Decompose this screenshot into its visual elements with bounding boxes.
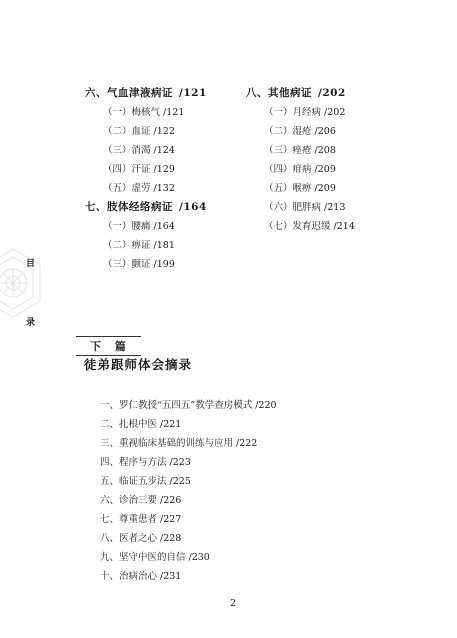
toc-entry[interactable]: （六）肥胖病 /213 bbox=[264, 202, 346, 213]
page-number: 2 bbox=[230, 598, 237, 609]
toc-entry[interactable]: （四）汗证 /129 bbox=[103, 164, 175, 175]
toc-entry[interactable]: （三）颤证 /199 bbox=[103, 259, 175, 270]
section-heading bbox=[246, 85, 346, 100]
toc-entry[interactable]: （七）发育迟缓 /214 bbox=[264, 221, 355, 232]
section-title: 七、肢体经络病证 bbox=[85, 201, 173, 213]
toc-entry[interactable]: （一）梅核气 /121 bbox=[103, 107, 185, 118]
section-title: 八、其他病证 bbox=[246, 87, 312, 99]
side-label-bottom: 录 bbox=[26, 318, 36, 328]
toc-entry[interactable]: （三）痤疮 /208 bbox=[264, 145, 336, 156]
toc-entry[interactable]: （五）虚劳 /132 bbox=[103, 183, 175, 194]
toc-entry[interactable]: （一）月经病 /202 bbox=[264, 107, 346, 118]
toc-entry[interactable]: 三、重视临床基础的训练与应用 /222 bbox=[100, 438, 258, 449]
toc-entry[interactable]: 六、诊治三要 /226 bbox=[100, 495, 182, 506]
toc-entry[interactable]: （三）消渴 /124 bbox=[103, 145, 175, 156]
section-heading bbox=[85, 85, 207, 100]
side-label-top: 目 bbox=[26, 259, 36, 269]
toc-entry[interactable]: （五）喉痹 /209 bbox=[264, 183, 336, 194]
toc-entry[interactable]: 五、临证五步法 /225 bbox=[100, 476, 191, 487]
section-page: /202 bbox=[318, 87, 346, 99]
toc-entry[interactable]: 二、扎根中医 /221 bbox=[100, 419, 182, 430]
part-title: 徒弟跟师体会摘录 bbox=[84, 357, 193, 372]
toc-entry[interactable]: 八、医者之心 /228 bbox=[100, 533, 182, 544]
section-title: 六、气血津液病证 bbox=[85, 87, 173, 99]
toc-entry[interactable]: 一、罗仁教授“五四五”教学查房模式 /220 bbox=[100, 400, 277, 411]
toc-entry[interactable]: （二）湿疮 /206 bbox=[264, 126, 336, 137]
toc-entry[interactable]: 九、坚守中医的自信 /230 bbox=[100, 552, 210, 563]
section-page: /121 bbox=[179, 87, 207, 99]
toc-entry[interactable]: （二）血证 /122 bbox=[103, 126, 175, 137]
toc-entry[interactable]: 十、治病治心 /231 bbox=[100, 571, 182, 582]
decorative-ornament bbox=[0, 247, 44, 319]
toc-entry[interactable]: 四、程序与方法 /223 bbox=[100, 457, 191, 468]
part-label: 下 篇 bbox=[76, 336, 141, 356]
toc-entry[interactable]: （四）疳病 /209 bbox=[264, 164, 336, 175]
toc-entry[interactable]: （一）腰痛 /164 bbox=[103, 221, 175, 232]
toc-entry[interactable]: （二）痹证 /181 bbox=[103, 240, 175, 251]
section-page: /164 bbox=[179, 201, 207, 213]
toc-entry[interactable]: 七、尊重患者 /227 bbox=[100, 514, 182, 525]
section-heading bbox=[85, 199, 207, 214]
